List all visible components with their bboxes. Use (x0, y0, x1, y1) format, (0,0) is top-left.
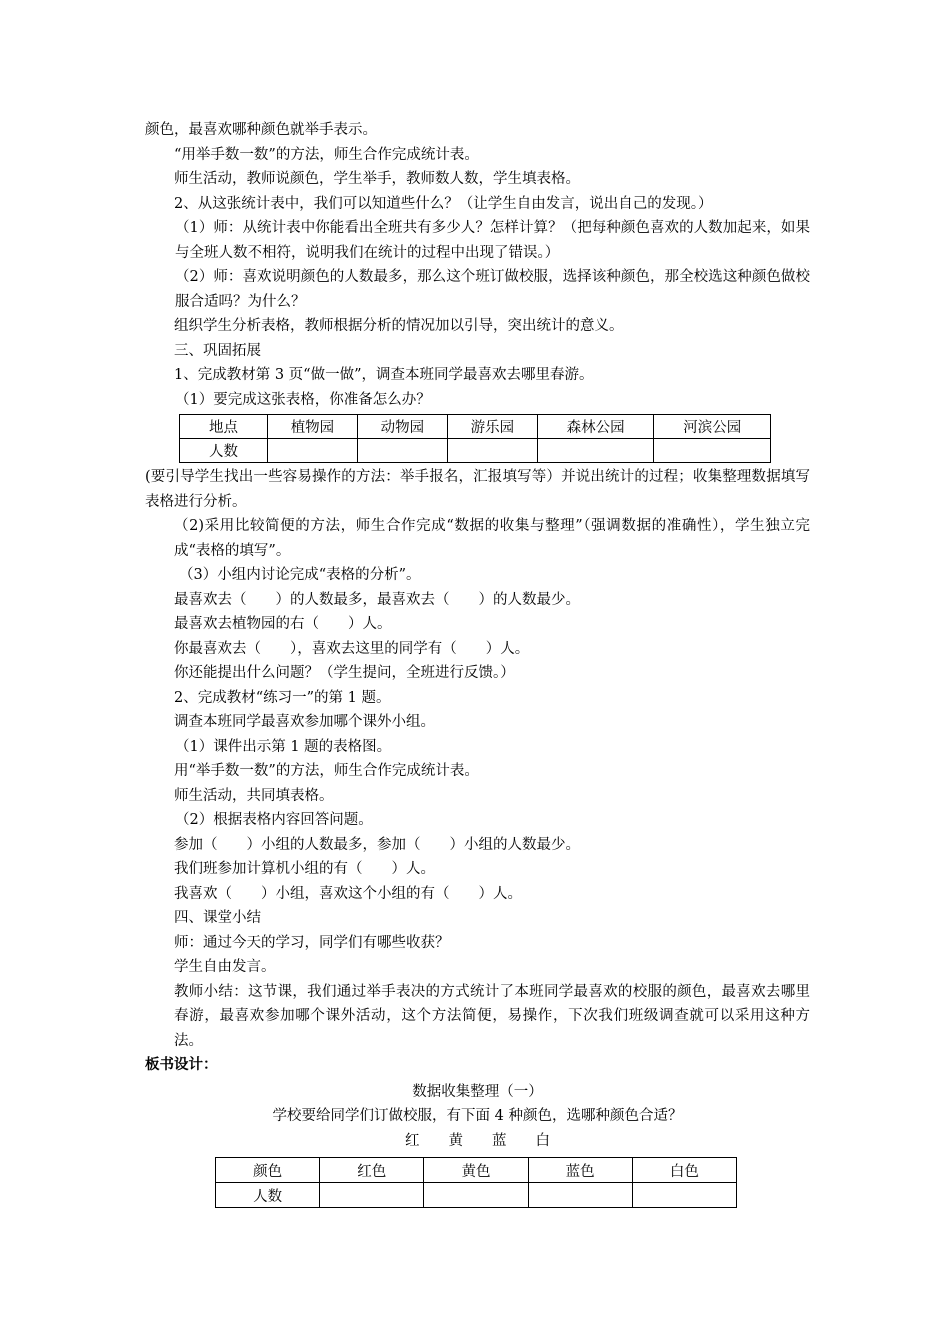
table-cell (447, 439, 537, 463)
table-cell: 红色 (320, 1158, 424, 1183)
paragraph: 教师小结：这节课，我们通过举手表决的方式统计了本班同学最喜欢的校服的颜色，最喜欢去哪里春游，最喜欢参加哪个课外活动，这个方法简便，易操作，下次我们班级调查就可以采用这种方法。 (174, 983, 810, 1049)
paragraph: “用举手数一数”的方法，师生合作完成统计表。 (174, 146, 479, 163)
board-subtitle: 学校要给同学们订做校服，有下面 4 种颜色，选哪种颜色合适？ (272, 1108, 683, 1124)
paragraph: 最喜欢去植物园的右（ ）人。 (174, 616, 392, 632)
paragraph: 1、完成教材第 3 页“做一做”，调查本班同学最喜欢去哪里春游。 (174, 367, 594, 383)
table-cell: 动物园 (357, 415, 447, 439)
table-cell: 人数 (216, 1183, 320, 1208)
paragraph: （3）小组内讨论完成“表格的分析”。 (179, 567, 421, 583)
uniform-color-table (215, 1157, 737, 1208)
paragraph-block-1 (145, 118, 810, 412)
paragraph: （2）师：喜欢说明颜色的人数最多，那么这个班订做校服，选择该种颜色，那全校选这种颜色做校服合适吗？为什么？ (175, 269, 810, 310)
paragraph: 最喜欢去（ ）的人数最多，最喜欢去（ ）的人数最少。 (174, 591, 580, 608)
paragraph: 用“举手数一数”的方法，师生合作完成统计表。 (174, 763, 479, 779)
table-cell (537, 439, 654, 463)
table-cell: 颜色 (216, 1158, 320, 1183)
paragraph: （2)采用比较简便的方法，师生合作完成“数据的收集与整理”（强调数据的准确性），学生独立完成“表格的填写”。 (174, 518, 810, 559)
paragraph-block-2 (145, 465, 810, 1053)
paragraph: (要引导学生找出一些容易操作的方法：举手报名，汇报填写等）并说出统计的过程；收集整理数据填写表格进行分析。 (145, 469, 810, 510)
paragraph: 四、课堂小结 (174, 910, 261, 926)
table-cell (357, 439, 447, 463)
paragraph: 你还能提出什么问题？（学生提问，全班进行反馈。） (174, 665, 515, 681)
table-header-row (216, 1158, 737, 1183)
paragraph: 我喜欢（ ）小组，喜欢这个小组的有（ ）人。 (174, 885, 522, 902)
table-cell: 地点 (180, 415, 268, 439)
paragraph: 我们班参加计算机小组的有（ ）人。 (174, 861, 435, 877)
table-row (216, 1183, 737, 1208)
document-body (145, 118, 810, 1208)
table-cell: 游乐园 (447, 415, 537, 439)
paragraph: （1）师：从统计表中你能看出全班共有多少人？怎样计算？（把每种颜色喜欢的人数加起来，如果与全班人数不相符，说明我们在统计的过程中出现了错误。） (175, 220, 810, 261)
table-cell: 人数 (180, 439, 268, 463)
table-cell (320, 1183, 424, 1208)
table-row (180, 439, 771, 463)
paragraph: 师生活动，共同填表格。 (174, 787, 334, 804)
table-cell: 黄色 (424, 1158, 528, 1183)
paragraph: 2、从这张统计表中，我们可以知道些什么？（让学生自由发言，说出自己的发现。） (174, 195, 713, 212)
table-cell: 植物园 (267, 415, 357, 439)
paragraph: 颜色，最喜欢哪种颜色就举手表示。 (145, 122, 377, 138)
paragraph: （2）根据表格内容回答问题。 (175, 812, 373, 828)
table-cell (528, 1183, 632, 1208)
paragraph: （1）课件出示第 1 题的表格图。 (175, 738, 392, 755)
paragraph: 组织学生分析表格，教师根据分析的情况加以引导，突出统计的意义。 (174, 318, 624, 334)
table-cell (267, 439, 357, 463)
table-cell: 蓝色 (528, 1158, 632, 1183)
paragraph: 师生活动，教师说颜色，学生举手，教师数人数，学生填表格。 (174, 171, 580, 187)
table-cell (424, 1183, 528, 1208)
table-cell: 白色 (632, 1158, 736, 1183)
spring-trip-table (179, 414, 771, 463)
paragraph: 参加（ ）小组的人数最多，参加（ ）小组的人数最少。 (174, 836, 580, 853)
paragraph: （1）要完成这张表格，你准备怎么办？ (175, 391, 431, 408)
paragraph: 师：通过今天的学习，同学们有哪些收获？ (174, 934, 450, 951)
board-design-label: 板书设计： (145, 1057, 218, 1073)
paragraph: 学生自由发言。 (174, 959, 276, 975)
paragraph: 你最喜欢去（ ），喜欢去这里的同学有（ ）人。 (174, 640, 530, 657)
paragraph: 2、完成教材“练习一”的第 1 题。 (174, 689, 391, 706)
table-cell: 森林公园 (537, 415, 654, 439)
paragraph: 三、巩固拓展 (174, 342, 261, 359)
board-title: 数据收集整理（一） (412, 1083, 543, 1100)
table-cell: 河滨公园 (654, 415, 771, 439)
table-cell (654, 439, 771, 463)
board-colors-line: 红 黄 蓝 白 (405, 1132, 550, 1149)
table-cell (632, 1183, 736, 1208)
paragraph: 调查本班同学最喜欢参加哪个课外小组。 (174, 714, 435, 730)
table-header-row (180, 415, 771, 439)
